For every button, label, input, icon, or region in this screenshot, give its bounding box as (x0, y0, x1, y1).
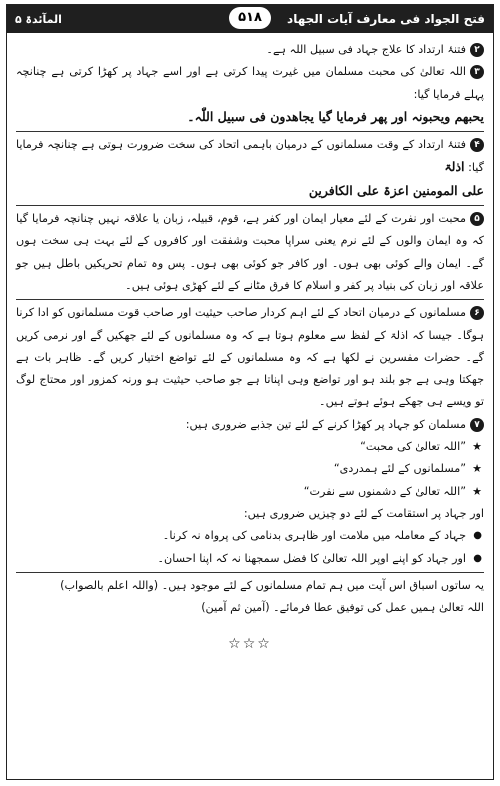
verse-text: علی المومنین اعزۃ علی الکافرین (308, 182, 484, 198)
verse-line-2 (16, 180, 484, 203)
point-7 (16, 414, 484, 436)
point-number: ۳ (470, 65, 484, 79)
closing-line-1: یہ ساتوں اسباق اس آیت میں ہم تمام مسلمانوں کے لئے موجود ہیں۔ (واللہ اعلم بالصواب) (60, 578, 484, 592)
verse-word: اذلۃ (444, 159, 465, 175)
page-number: ۵۱۸ (229, 7, 271, 29)
point-number: ۲ (470, 43, 484, 57)
steadfast-intro: اور جہاد پر استقامت کے لئے دو چیزیں ضروری ہیں: (243, 506, 484, 520)
divider (16, 205, 484, 206)
point-text: اللہ تعالیٰ کی محبت مسلمان میں غیرت پیدا کرتی ہے اور اسے جہاد پر کھڑا کرتی ہے چنانچہ پہلے فرمایا گیا: (16, 65, 484, 101)
point-text: مسلمانوں کے درمیان اتحاد کے لئے اہم کردار صاحب حیثیت اور صاحب قوت مسلمانوں کو ادا کرنا ہوگا۔ جیسا کہ اذلۃ کے لفظ سے معلوم ہوتا ہے کہ وہ مسلمانوں کے لئے جھکیں گے اور نرمی کریں گے۔ حضرات مفسرین نے لکھا ہے کہ وہ مسلمانوں کے لئے تواضع اختیار کریں گے۔ ظاہر بات ہے جھکتا وہی ہے جو بلند ہو اور تواضع وہی اپناتا ہے جو صاحب حیثیت ہو ورنہ کمزور اور محتاج لوگ تو ویسے ہی جھکے ہوئے ہوتے ہیں۔ (16, 306, 484, 409)
star-item (16, 458, 484, 480)
bullet-item (16, 548, 484, 570)
point-number: ۵ (470, 212, 484, 226)
bullet-item (16, 525, 484, 547)
point-5 (16, 208, 484, 297)
verse-line-1 (16, 106, 484, 129)
star-icon: ★ (472, 440, 482, 454)
ending-stars: ☆☆☆ (228, 636, 272, 653)
bullet-icon: ● (473, 530, 482, 542)
point-text: فتنۂ ارتداد کے وقت مسلمانوں کے درمیان باہمی اتحاد کی سخت ضرورت ہوتی ہے چنانچہ فرمایا گیا: (16, 138, 484, 175)
bullet-icon: ● (473, 552, 482, 564)
bullet-text: اور جہاد کو اپنے اوپر اللہ تعالیٰ کا فضل سمجھنا نہ کہ اپنا احسان۔ (157, 551, 466, 565)
star-icon: ★ (472, 462, 482, 476)
divider (16, 572, 484, 573)
bullet-text: جہاد کے معاملہ میں ملامت اور ظاہری بدنامی کی پرواہ نہ کرنا۔ (162, 529, 466, 543)
point-4 (16, 134, 484, 180)
closing-line-2: اللہ تعالیٰ ہمیں عمل کی توفیق عطا فرمائے۔ (آمین ثم آمین) (201, 601, 484, 615)
point-number: ۶ (470, 306, 484, 320)
divider (16, 299, 484, 300)
point-number: ۴ (470, 138, 484, 152)
page-content (7, 33, 493, 656)
star-item (16, 481, 484, 503)
verse-text: یحبھم ویحبونہ اور پھر فرمایا گیا یجاھدون فی سبیل اللّٰہ۔ (187, 108, 484, 124)
point-text: مسلمان کو جہاد پر کھڑا کرنے کے لئے تین جذبے ضروری ہیں: (185, 417, 466, 431)
star-text: ”اللہ تعالیٰ کی محبت“ (360, 440, 466, 454)
star-text: ”اللہ تعالیٰ کے دشمنوں سے نفرت“ (303, 484, 466, 498)
star-text: ”مسلمانوں کے لئے ہمدردی“ (333, 462, 466, 476)
divider (16, 131, 484, 132)
book-title: فتح الجواد فی معارف آیات الجهاد (287, 12, 485, 26)
page-frame (6, 4, 494, 780)
point-3 (16, 61, 484, 106)
point-text: محبت اور نفرت کے لئے معیار ایمان اور کفر ہے، قوم، قبیلہ، زبان یا علاقہ نہیں چنانچہ فرمایا گیا کہ وہ ایمان والوں کے لئے نرم یعنی سراپا محبت وشفقت اور کافروں کے لئے بہت ہی سخت ہوں گے۔ ایمان والے کوئی بھی ہوں۔ اور کافر جو کوئی بھی ہوں۔ پس وہ تمام تحریکیں باطل ہیں جو علاقہ اور زبان کی بنیاد پر کفر و اسلام کا فرق مٹانے کے لئے کھڑی ہوئی ہیں۔ (16, 212, 484, 292)
point-text: فتنۂ ارتداد کا علاج جہاد فی سبیل اللہ ہے۔ (266, 43, 466, 56)
star-icon: ★ (472, 484, 482, 498)
point-2 (16, 39, 484, 61)
page-header (7, 5, 493, 33)
star-item (16, 436, 484, 458)
sura-label: المآئدۃ ۵ (15, 12, 62, 26)
point-6 (16, 302, 484, 413)
point-number: ۷ (470, 418, 484, 432)
